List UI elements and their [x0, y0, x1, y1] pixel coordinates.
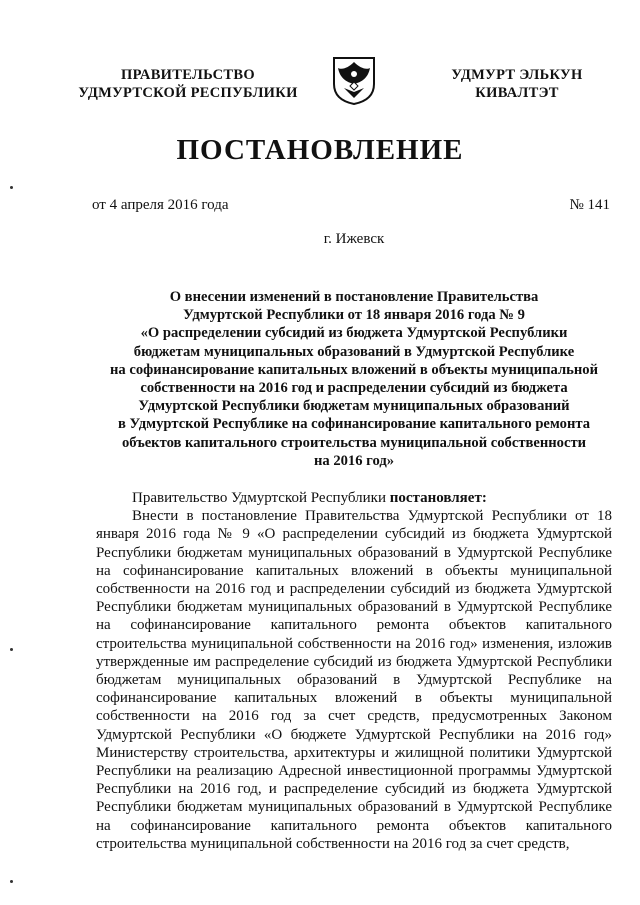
issuer-name-udmurt: [412, 66, 622, 102]
subject-line: «О распределении субсидий из бюджета Удмуртской Республики: [140, 325, 568, 342]
subject-line: в Удмуртской Республике на софинансирование капитального ремонта: [117, 416, 591, 433]
body-intro: [96, 489, 612, 507]
intro-verb: постановляет:: [389, 490, 487, 506]
issuer-line-1: ПРАВИТЕЛЬСТВО: [121, 67, 255, 83]
subject-line: объектов капитального строительства муниципальной собственности: [121, 434, 587, 451]
document-date: от 4 апреля 2016 года: [92, 197, 229, 213]
scan-mark: [10, 186, 13, 189]
coat-of-arms-icon: [330, 54, 378, 106]
scan-mark: [10, 648, 13, 651]
subject-line: Удмуртской Республики бюджетам муниципальных образований: [138, 398, 570, 415]
scan-mark: [10, 880, 13, 883]
subject-line: Удмуртской Республики от 18 января 2016 года № 9: [183, 307, 525, 324]
subject-line: на 2016 год»: [313, 452, 394, 469]
document-title: ПОСТАНОВЛЕНИЕ: [176, 134, 464, 166]
issuer-name-russian: [78, 66, 298, 102]
document-subject: [96, 288, 612, 470]
subject-line: собственности на 2016 год и распределении субсидий из бюджета: [140, 380, 568, 397]
subject-line: на софинансирование капитальных вложений в объекты муниципальной: [110, 361, 598, 378]
issuer-line-2: УДМУРТСКОЙ РЕСПУБЛИКИ: [78, 85, 298, 101]
body-paragraph: Внести в постановление Правительства Удмуртской Республики от 18 января 2016 года № 9 «О распределении субсидий из бюджета Удмуртской Республики бюджетам муниципальных образований в Удмуртской Республике на софинансирование капитальных вложений в объекты муниципальной собственности на 2016 год и распределении субсидий из бюджета Удмуртской Республики бюджетам муниципальных образований в Удмуртской Республике на софинансирование капитального ремонта объектов капитального строительства муниципальной собственности на 2016 год» изменения, изложив утвержденные им распределение субсидий из бюджета Удмуртской Республики бюджетам муниципальных образований в Удмуртской Республике на софинансирование капитальных вложений в объекты муниципальной собственности на 2016 год за счет средств, предусмотренных Законом Удмуртской Республики «О бюджете Удмуртской Республики на 2016 год» Министерству строительства, архитектуры и жилищной политики Удмуртской Республики на реализацию Адресной инвестиционной программы Удмуртской Республики на 2016 год, и распределение субсидий из бюджета Удмуртской Республики бюджетам муниципальных образований в Удмуртской Республике на софинансирование капитального ремонта объектов капитального строительства муниципальной собственности на 2016 год за счет средств,: [96, 508, 612, 852]
subject-line: бюджетам муниципальных образований в Удмуртской Республике: [133, 343, 575, 360]
issuer-udmurt-line-2: КИВАЛТЭТ: [475, 85, 559, 101]
document-body: [96, 489, 612, 853]
document-city: г. Ижевск: [323, 231, 385, 247]
issuer-udmurt-line-1: УДМУРТ ЭЛЬКУН: [451, 67, 583, 83]
subject-line: О внесении изменений в постановление Правительства: [169, 289, 539, 305]
intro-text: Правительство Удмуртской Республики: [132, 490, 386, 506]
document-number: № 141: [569, 197, 610, 213]
